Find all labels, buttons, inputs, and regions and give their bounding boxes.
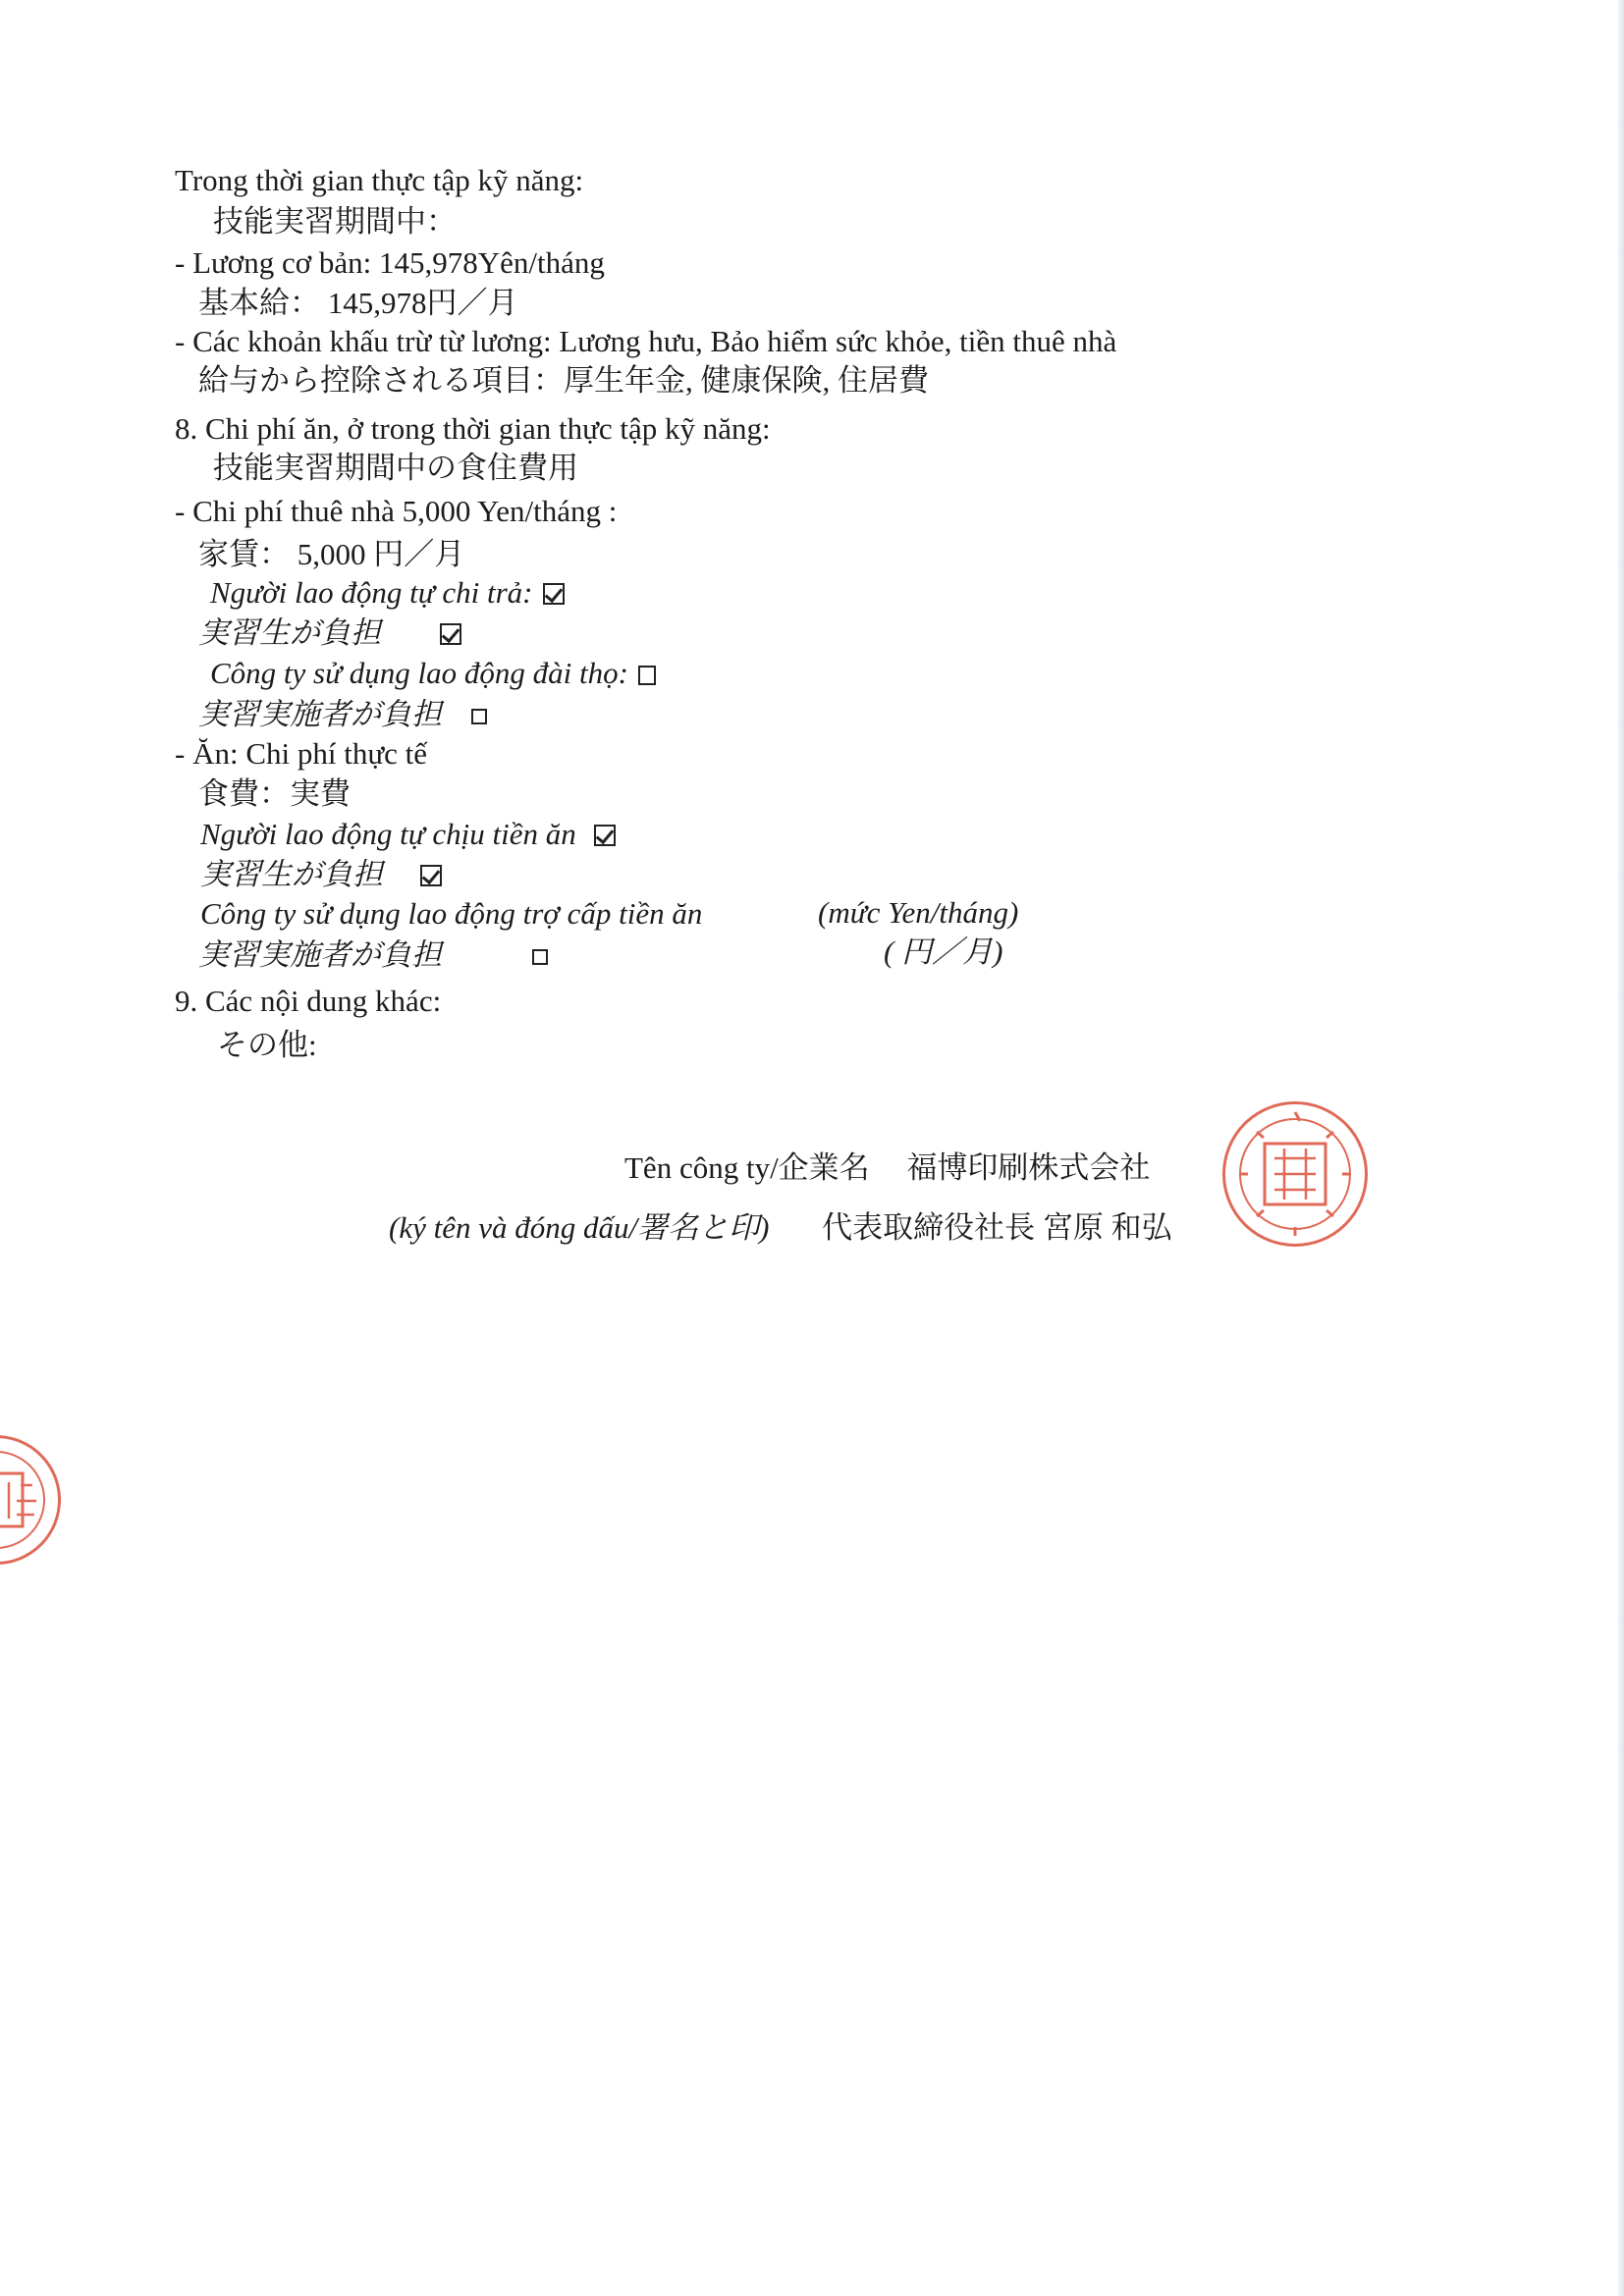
food-line-jp: 食費：実費 (198, 776, 351, 811)
section-8-number: 8. (175, 411, 198, 446)
rent-worker-checkbox-jp[interactable] (440, 623, 461, 645)
rent-worker-label-jp: 実習生が負担 (198, 615, 381, 650)
company-label: Tên công ty/企業名 (624, 1150, 870, 1185)
food-worker-label-jp: 実習生が負担 (200, 857, 383, 891)
rent-worker-checkbox[interactable] (543, 583, 565, 605)
margin-seal-mark-icon (0, 1438, 58, 1562)
rent-worker-option-jp (198, 615, 461, 651)
rent-worker-option (210, 575, 565, 611)
basic-salary-jp: 基本給： 145,978円／月 (198, 286, 518, 320)
signature-line (389, 1210, 1172, 1246)
deductions-jp: 給与から控除される項目：厚生年金, 健康保険, 住居費 (198, 363, 929, 398)
margin-seal (0, 1435, 61, 1565)
rent-worker-label: Người lao động tự chi trả: (210, 575, 533, 610)
rent-company-checkbox[interactable] (638, 666, 656, 685)
food-worker-checkbox[interactable] (594, 825, 616, 846)
section-9-heading (175, 984, 441, 1019)
deductions: - Các khoản khấu trừ từ lương: Lương hưu, Bảo hiểm sức khỏe, tiền thuê nhà (175, 324, 1117, 358)
food-worker-option-jp (200, 857, 442, 892)
rent-company-option (210, 656, 656, 691)
company-line (624, 1150, 1150, 1186)
food-line: - Ăn: Chi phí thực tế (175, 736, 428, 771)
rent-company-label: Công ty sử dụng lao động đài thọ: (210, 656, 628, 690)
heading: Trong thời gian thực tập kỹ năng: (175, 163, 584, 197)
food-company-option-jp (198, 937, 548, 973)
company-name: 福博印刷株式会社 (906, 1150, 1151, 1185)
rent-company-checkbox-jp[interactable] (471, 709, 487, 724)
food-company-amount: (mức Yen/tháng) (818, 895, 1019, 930)
rent-line-jp: 家賃： 5,000 円／月 (198, 537, 465, 571)
scan-edge (1618, 0, 1624, 2296)
food-worker-label: Người lao động tự chịu tiền ăn (200, 817, 576, 851)
representative-name: 代表取締役社長 宮原 和弘 (822, 1210, 1172, 1245)
food-company-checkbox-jp[interactable] (532, 949, 548, 965)
section-9-number: 9. (175, 984, 198, 1018)
rent-line: - Chi phí thuê nhà 5,000 Yen/tháng : (175, 494, 618, 528)
section-9-title: Các nội dung khác: (205, 984, 442, 1018)
rent-company-label-jp: 実習実施者が負担 (198, 697, 442, 731)
company-seal (1222, 1101, 1368, 1247)
section-8-title: Chi phí ăn, ở trong thời gian thực tập kỹ năng: (205, 411, 771, 446)
section-8-title-jp: 技能実習期間中の食住費用 (213, 451, 578, 485)
seal-mark-icon (1225, 1104, 1365, 1244)
section-9-title-jp: その他: (217, 1028, 317, 1062)
section-8-heading (175, 411, 771, 447)
food-worker-checkbox-jp[interactable] (420, 865, 442, 886)
heading-jp: 技能実習期間中： (213, 204, 457, 239)
food-worker-option (200, 817, 616, 852)
basic-salary: - Lương cơ bản: 145,978Yên/tháng (175, 245, 605, 280)
sign-label: (ký tên và đóng dấu/署名と印) (389, 1210, 770, 1245)
food-company-amount-jp: ( 円／月) (884, 934, 1003, 969)
food-company-option: Công ty sử dụng lao động trợ cấp tiền ăn (200, 896, 703, 931)
food-company-label-jp: 実習実施者が負担 (198, 937, 442, 972)
rent-company-option-jp (198, 697, 487, 732)
